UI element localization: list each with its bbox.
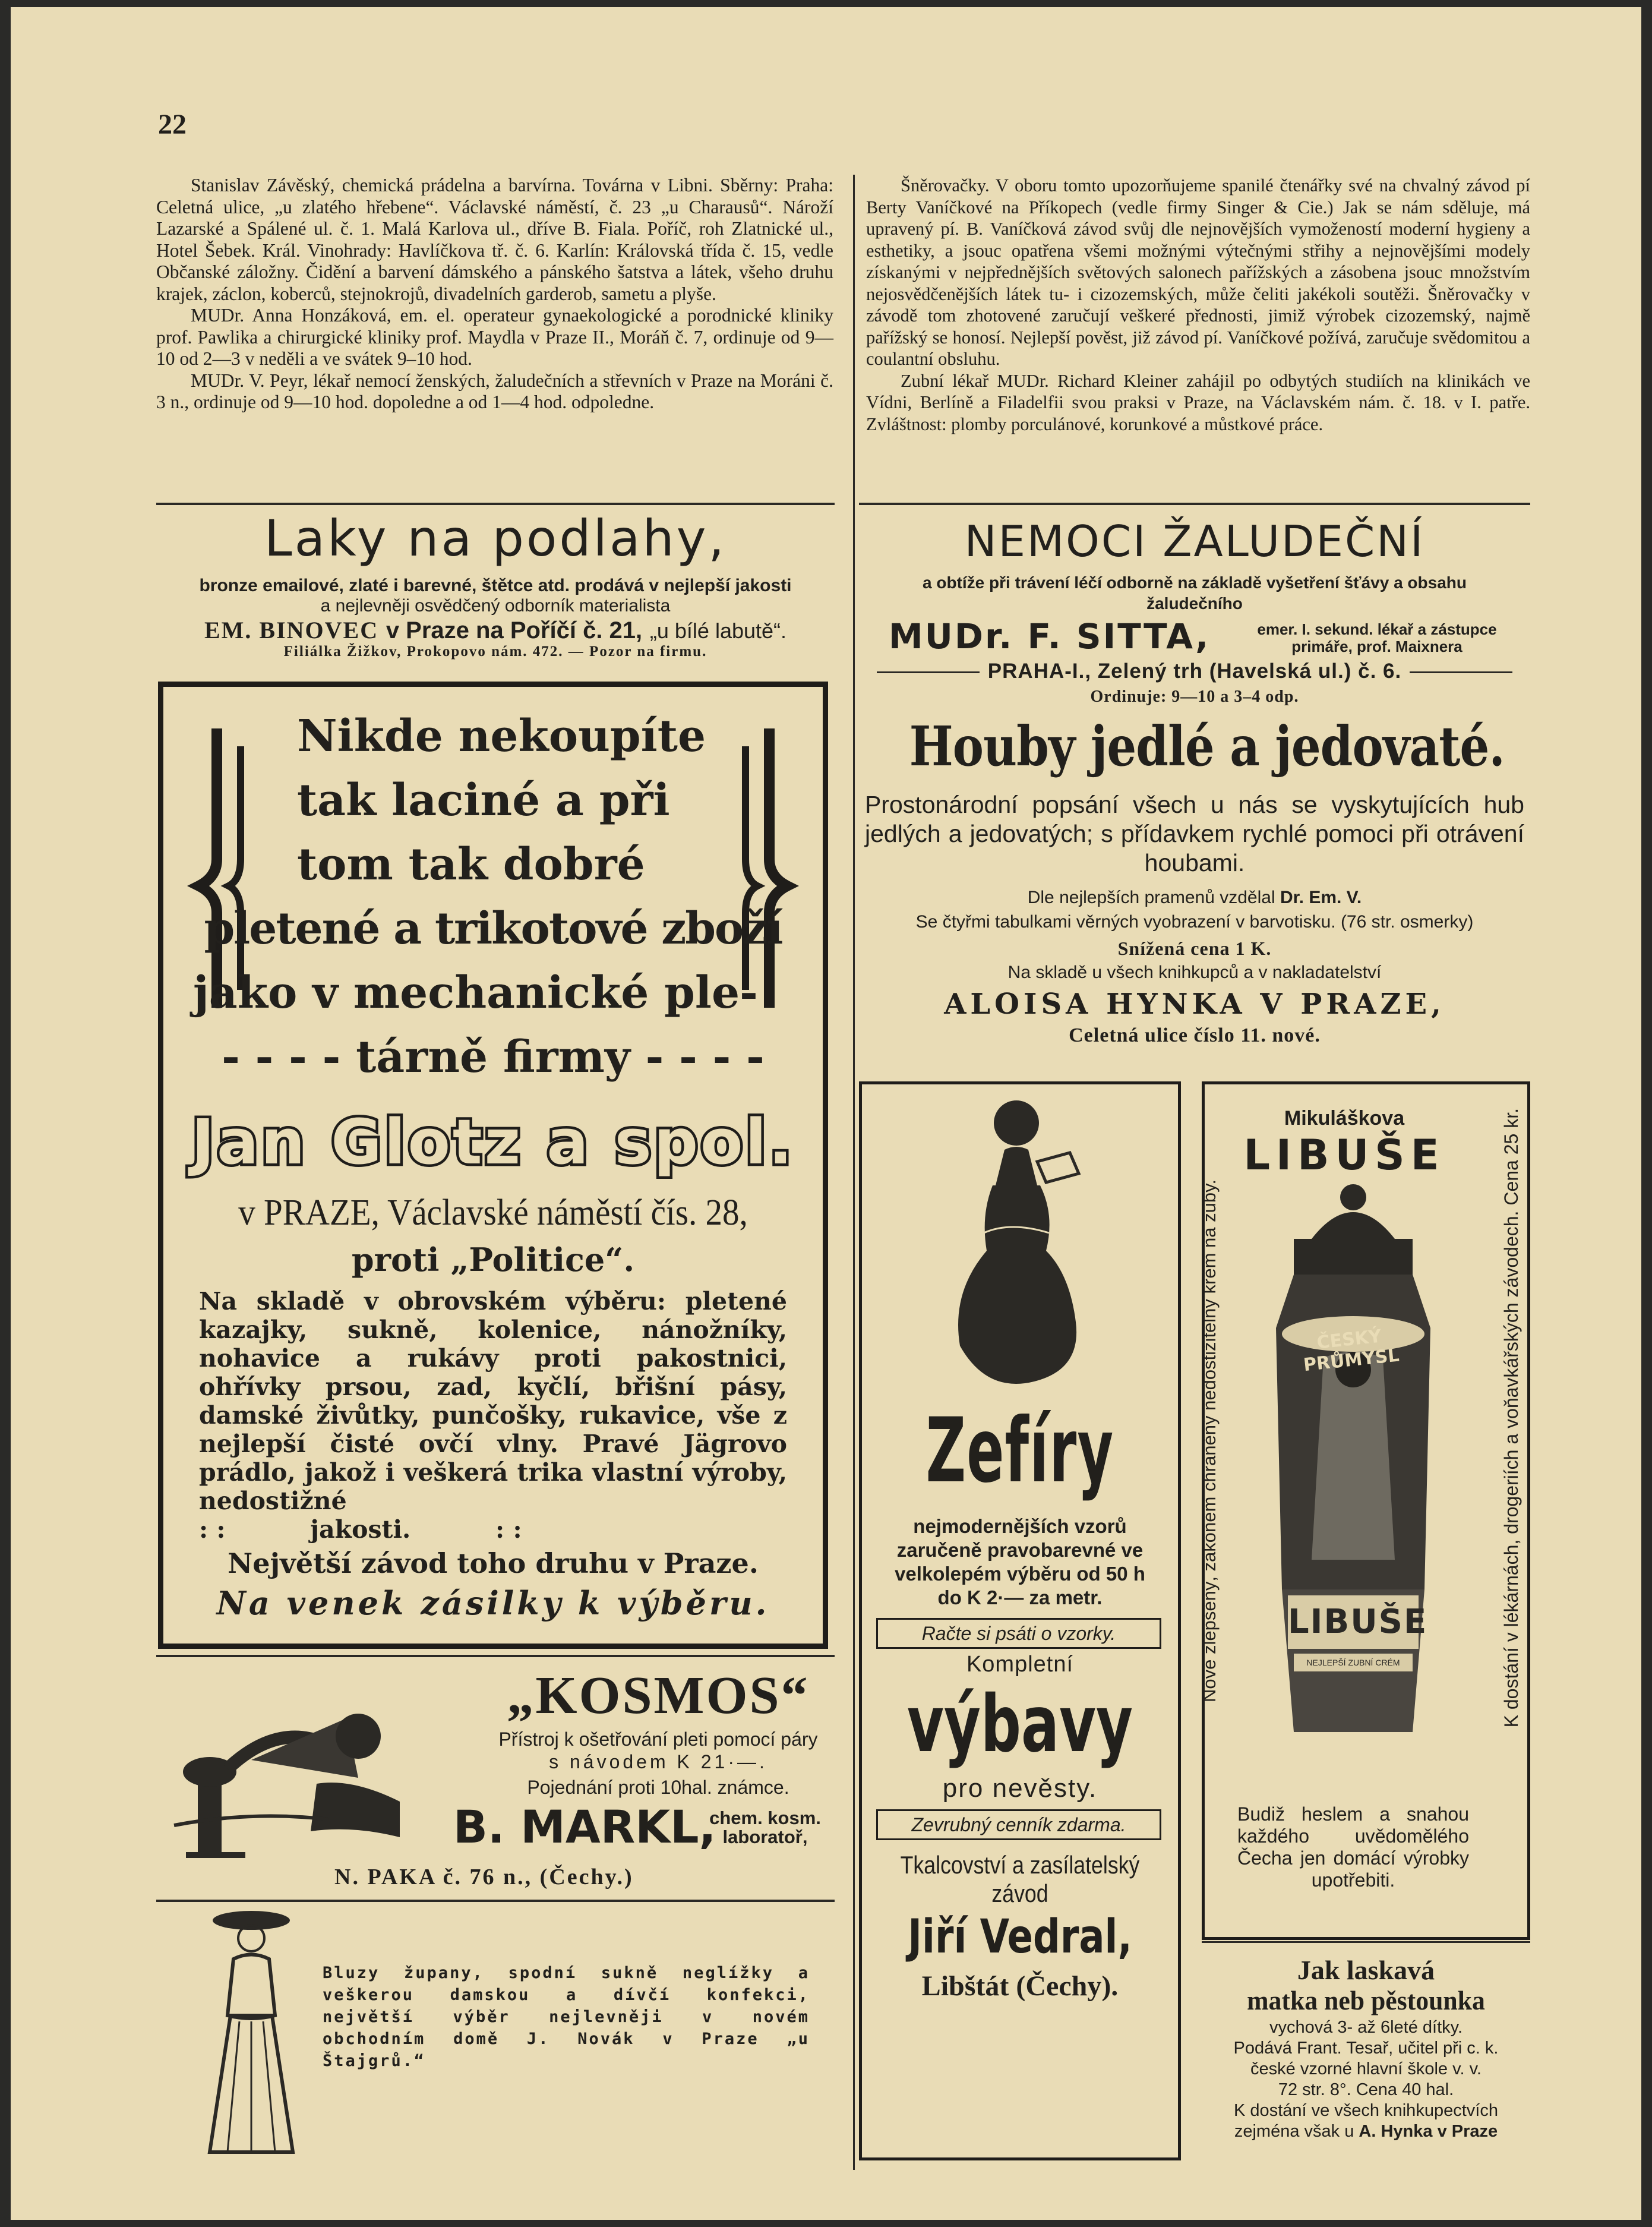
laky-line3 xyxy=(156,616,835,644)
glotz-heading1: Nikde nekoupíte xyxy=(297,711,706,762)
matka-title2: matka neb pěstounka xyxy=(1247,1985,1485,2015)
sitta-sub1: emer. I. sekund. lékař a zástupce xyxy=(1257,620,1497,638)
notice-kleiner: Zubní lékař MUDr. Richard Kleiner zahájil po odbytých studiích na klinikách ve Vídni, Berlíně a Filadelfii svou praksi v Praze, na Václavském nám. č. 18. v I. patře. Zvláštnost: plomby porculánové, korunkové a můstkové práce. xyxy=(866,370,1530,434)
glotz-body-end: : : jakosti. : : xyxy=(199,1515,522,1544)
sitta-line2: žaludečního xyxy=(1146,594,1243,613)
matka-line4: 72 str. 8°. Cena 40 hal. xyxy=(1278,2080,1454,2099)
matka-line3: české vzorné hlavní škole v. v. xyxy=(1250,2059,1482,2078)
libuse-brand-small: Mikuláškova xyxy=(1284,1107,1405,1130)
notice-snerovacky: Šněrovačky. V oboru tomto upozorňujeme spanilé čtenářky své na chvalný závod pí Berty Vaníčkové na Příkopech (vedle firmy Singer & Cie.) Jak se nám sděluje, má upravený pí. B. Vaníčková závod svůj dle nejnovějších vymožeností moderní hygieny a esthetiky, a jsouc opatřena všemi možnými výtečnými střihy a nejnovějšími modely získanými v nejpřednějších světových salonech pařížských a zásobena jsouc množstvím nejosvědčenějších látek tu- i cizozemských, může čeliti jakékoli soutěži. Šněrovačky v závodě tom zhotovené zaručují veškeré přednosti, jimiž výrobek cizozemský, najmě pařížský se honosí. Nejlepší pověst, již závod pí. Vaníčkové požívá, zaručuje svědomitou a coulantní obsluhu. xyxy=(866,175,1530,369)
sitta-title: NEMOCI ŽALUDEČNÍ xyxy=(964,516,1425,566)
laky-address: v Praze na Poříčí č. 21, xyxy=(386,617,643,644)
glotz-heading3: tom tak dobré xyxy=(297,839,645,890)
laky-sign: „u bílé labutě“. xyxy=(649,619,787,643)
kosmos-sub2: laboratoř, xyxy=(722,1827,808,1847)
notice-peyr: MUDr. V. Peyr, lékař nemocí ženských, žaludečních a střevních v Praze na Moráni č. 3 n., ordinuje od 9—10 hod. dopoledne a od 1—4 hod. odpoledne. xyxy=(156,370,833,412)
kosmos-line3: Pojednání proti 10hal. známce. xyxy=(527,1777,789,1798)
vedral-zefiry: Zefíry xyxy=(926,1399,1114,1503)
vedral-town: Libštát (Čechy). xyxy=(921,1970,1119,2002)
sitta-address-text: PRAHA-I., Zelený trh (Havelská ul.) č. 6. xyxy=(980,660,1410,683)
ad-vedral xyxy=(859,1081,1181,2160)
kosmos-title: „KOSMOS“ xyxy=(507,1666,810,1725)
glotz-footer2: Na venek zásilky k výběru. xyxy=(216,1584,770,1622)
sitta-hours: Ordinuje: 9—10 a 3–4 odp. xyxy=(1090,687,1299,706)
sitta-line1: a obtíže při trávení léčí odborně na základě vyšetření šťávy a obsahu xyxy=(923,573,1467,592)
left-column-notices xyxy=(156,175,833,414)
houby-line1 xyxy=(859,888,1530,908)
divider xyxy=(156,503,835,505)
woman-with-mirror-illustration xyxy=(927,1096,1105,1393)
vedral-owner: Jiří Vedral, xyxy=(908,1910,1132,1964)
glotz-heading6: - - - - tárně firmy - - - - xyxy=(222,1032,765,1083)
kosmos-sub1: chem. kosm. xyxy=(709,1808,821,1828)
divider xyxy=(156,1655,835,1657)
matka-title1: Jak laskavá xyxy=(1297,1955,1435,1985)
vedral-samples-box: Račte si psáti o vzorky. xyxy=(876,1618,1161,1649)
steam-apparatus-illustration xyxy=(162,1683,412,1867)
matka-line2: Podává Frant. Tesař, učitel při c. k. xyxy=(1233,2039,1499,2058)
laky-title: Laky na podlahy, xyxy=(264,509,727,567)
libuse-tube-label: LIBUŠE xyxy=(1288,1603,1428,1641)
laky-line2: a nejlevněji osvědčený odborník materialista xyxy=(320,596,671,616)
libuse-left-vertical: Nové zlepšený, zákonem chráněný nedostižitelný krém na zuby. xyxy=(1199,1179,1220,1702)
libuse-availability: K dostání v lékárnách, drogeriích a voňavkářských závodech. xyxy=(1501,1210,1522,1728)
divider xyxy=(156,1900,835,1902)
ad-laky xyxy=(156,509,835,670)
kosmos-name: B. MARKL, xyxy=(453,1800,716,1853)
vedral-line1: nejmodernějších vzorů xyxy=(913,1515,1127,1537)
sitta-sub2: primáře, prof. Maixnera xyxy=(1291,638,1463,655)
ad-libuse xyxy=(1199,1081,1530,1940)
vedral-line3: velkolepém výběru od 50 h xyxy=(895,1563,1145,1585)
vedral-catalog-box: Zevrubný cenník zdarma. xyxy=(876,1809,1161,1840)
ad-matka xyxy=(1202,1945,1530,2165)
houby-line2: Se čtyřmi tabulkami věrných vyobrazení v barvotisku. (76 str. osmerky) xyxy=(915,912,1474,932)
houby-line3: Na skladě u všech knihkupců a v nakladatelství xyxy=(1007,963,1382,982)
newspaper-page xyxy=(11,7,1641,2220)
matka-line1: vychová 3- až 6leté dítky. xyxy=(1269,2018,1463,2037)
glotz-footer1: Největší závod toho druhu v Praze. xyxy=(228,1547,759,1579)
ad-houby xyxy=(859,714,1530,1083)
column-divider xyxy=(853,175,855,2170)
laky-line1: bronze emailové, zlaté i barevné, štětce atd. prodává v nejlepší jakosti xyxy=(199,576,792,595)
glotz-body: Na skladě v obrovském výběru: pletené kazajky, sukně, kolenice, nánožníky, nohavice a rukávy proti pakostnici, ohřívky prsou, zad, kyčlí, břišní pásy, damské živůtky, punčošky, rukavice, vše z nejlepší čisté ovčí vlny. Pravé Jägrovo prádlo, jakož i veškerá trika vlastní výroby, nedostižné xyxy=(199,1287,787,1515)
houby-publisher: ALOISA HYNKA V PRAZE, xyxy=(944,988,1445,1021)
glotz-heading2: tak laciné a při xyxy=(297,775,670,826)
houby-author: Dr. Em. V. xyxy=(1280,888,1362,907)
libuse-tube-sub: NEJLEPŠÍ ZUBNÍ CRÉM xyxy=(1306,1658,1400,1667)
houby-price: Snížená cena 1 K. xyxy=(1117,938,1272,959)
glotz-heading4: pletené a trikotové zboží xyxy=(204,903,782,954)
libuse-tube-text: ČESKÝ PRŮMYSL xyxy=(1302,1326,1401,1376)
matka-line6 xyxy=(1202,2122,1530,2141)
laky-line4: Filiálka Žižkov, Prokopovo nám. 472. — Pozor na firmu. xyxy=(283,644,707,660)
right-column-notices xyxy=(866,175,1530,435)
glotz-firm-name: Jan Glotz a spol. xyxy=(191,1106,795,1178)
divider xyxy=(859,503,1530,505)
houby-title: Houby jedlé a jedovaté. xyxy=(909,714,1505,778)
woman-figure-illustration xyxy=(192,1903,311,2158)
kosmos-line1: Přístroj k ošetřování pleti pomocí páry xyxy=(498,1728,818,1750)
libuse-right-vertical xyxy=(1501,1108,1524,1916)
sitta-name: MUDr. F. SITTA, xyxy=(889,616,1211,657)
matka-line5: K dostání ve všech knihkupectvích xyxy=(1234,2101,1498,2120)
vedral-complete: Kompletní xyxy=(966,1652,1074,1677)
vedral-shop1: Tkalcovství a zasílatelský xyxy=(900,1851,1140,1879)
sitta-address xyxy=(859,660,1530,683)
kosmos-line2: s návodem K 21·—. xyxy=(549,1751,767,1772)
sitta-sub xyxy=(1246,621,1508,655)
libuse-brand: LIBUŠE xyxy=(1243,1131,1445,1179)
matka-publisher: A. Hynka v Praze xyxy=(1359,2122,1498,2141)
vedral-brides: pro nevěsty. xyxy=(942,1774,1098,1803)
ad-kosmos xyxy=(156,1659,835,1914)
vedral-line4: do K 2·— za metr. xyxy=(937,1586,1103,1608)
glotz-address: v PRAZE, Václavské náměstí čís. 28, xyxy=(238,1193,748,1233)
toothpaste-tube-illustration xyxy=(1234,1174,1472,1738)
glotz-address2: proti „Politice“. xyxy=(351,1241,635,1279)
notice-zavesky: Stanislav Závěský, chemická prádelna a barvírna. Továrna v Libni. Sběrny: Praha: Celetná ulice, „u zlatého hřebene“. Václavské náměstí, č. 23 „u Charausů“. Nároží Lazarské a Spálené ul. č. 1. Malá Karlova ul., dříve B. Fiala. Poříč, roh Zlatnické ul., Hotel Šebek. Král. Vinohrady: Havlíčkova tř. č. 6. Karlín: Královská třída č. 15, vedle Občanské záložny. Čidění a barvení dámského a pánského šatstva a látek, všeho druhu krajek, záclon, koberců, stejnokrojů, divadelních garderob, sametu a plyše. xyxy=(156,175,833,304)
ad-glotz xyxy=(158,682,828,1649)
houby-body: Prostonárodní popsání všech u nás se vyskytujících hub jedlých a jedovatých; s přídavkem rychlé pomoci při otrávení houbami. xyxy=(865,791,1524,876)
notice-honzakova: MUDr. Anna Honzáková, em. el. operateur gynaekologické a porodnické kliniky prof. Pawlika a chirurgické kliniky prof. Maydla v Praze II., Moráň č. 7, ordinuje od 9—10 od 2—3 v neděli a ve svátek 9–10 hod. xyxy=(156,305,833,369)
matka-line6a: zejména však u xyxy=(1234,2122,1354,2141)
houby-address: Celetná ulice číslo 11. nové. xyxy=(1069,1024,1321,1046)
laky-firm: EM. BINOVEC xyxy=(204,617,379,644)
vedral-line2: zaručeně pravobarevné ve xyxy=(896,1539,1144,1561)
libuse-slogan: Budiž heslem a snahou každého uvědomělého Čecha jen domácí výrobky upotřebiti. xyxy=(1237,1803,1469,1891)
novak-text: Bluzy župany, spodní sukně neglížky a veškerou damskou a dívčí konfekci, největší výběr nejlevněji v novém obchodním domě J. Novák v Praze „u Štajgrů.“ xyxy=(323,1964,810,2070)
glotz-heading5: jako v mechanické ple- xyxy=(193,967,758,1018)
page-number: 22 xyxy=(158,109,187,140)
libuse-price: Cena 25 kr. xyxy=(1501,1108,1522,1206)
houby-line1a: Dle nejlepších pramenů vzdělal xyxy=(1027,888,1275,907)
divider xyxy=(1202,1941,1530,1943)
vedral-shop2: závod xyxy=(991,1879,1048,1907)
ad-novak xyxy=(156,1903,835,2158)
ad-sitta xyxy=(859,509,1530,711)
kosmos-place: N. PAKA č. 76 n., (Čechy.) xyxy=(334,1865,634,1890)
kosmos-name-sub xyxy=(703,1809,827,1847)
vedral-vybavy: výbavy xyxy=(907,1679,1133,1770)
